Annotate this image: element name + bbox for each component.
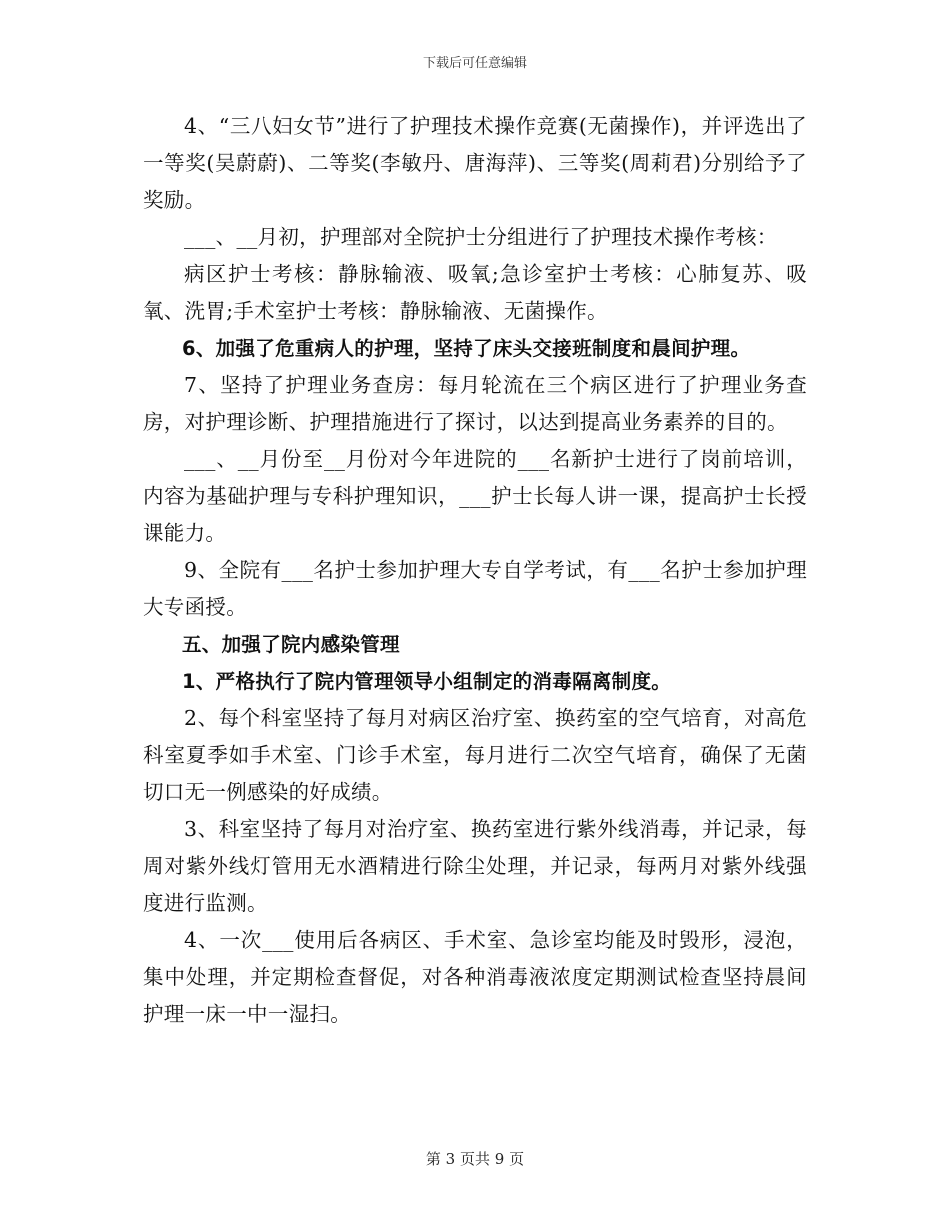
page-footer: 第 3 页共 9 页 <box>425 1150 525 1168</box>
paragraph-item-1-disinfection-policy: 1、严格执行了院内管理领导小组制定的消毒隔离制度。 <box>182 670 672 693</box>
section-heading-infection-control: 五、加强了院内感染管理 <box>182 633 400 656</box>
paragraph-item-7-ward-rounds: 7、坚持了护理业务查房：每月轮流在三个病区进行了护理业务查房，对护理诊断、护理措施进行了探讨，以达到提高业务素养的目的。 <box>143 373 807 434</box>
paragraph-skills-assessment: ___、__月初，护理部对全院护士分组进行了护理技术操作考核： <box>184 225 778 249</box>
paragraph-assessment-details: 病区护士考核：静脉输液、吸氧;急诊室护士考核：心肺复苏、吸氧、洗胃;手术室护士考核：静脉输液、无菌操作。 <box>143 262 807 323</box>
paragraph-item-6-critical-care: 6、加强了危重病人的护理，坚持了床头交接班制度和晨间护理。 <box>182 337 751 360</box>
paragraph-item-4-womens-day-contest: 4、“三八妇女节”进行了护理技术操作竞赛(无菌操作)，并评选出了一等奖(吴蔚蔚)、二等奖(李敏丹、唐海萍)、三等奖(周莉君)分别给予了奖励。 <box>143 114 807 212</box>
paragraph-new-nurse-training: ___、__月份至__月份对今年进院的___名新护士进行了岗前培训，内容为基础护理与专科护理知识，___护士长每人讲一课，提高护士长授课能力。 <box>143 447 807 545</box>
document-body <box>143 108 807 1033</box>
paragraph-item-3-uv-disinfection: 3、科室坚持了每月对治疗室、换药室进行紫外线消毒，并记录，每周对紫外线灯管用无水酒精进行除尘处理，并记录，每两月对紫外线强度进行监测。 <box>143 817 807 915</box>
paragraph-item-4-disposables: 4、一次___使用后各病区、手术室、急诊室均能及时毁形，浸泡，集中处理，并定期检查督促，对各种消毒液浓度定期测试检查坚持晨间护理一床一中一湿扫。 <box>143 928 807 1026</box>
page-header: 下载后可任意编辑 <box>422 56 527 71</box>
paragraph-item-9-self-study-exam: 9、全院有___名护士参加护理大专自学考试，有___名护士参加护理大专函授。 <box>143 558 807 619</box>
paragraph-item-2-air-culture: 2、每个科室坚持了每月对病区治疗室、换药室的空气培育，对高危科室夏季如手术室、门诊手术室，每月进行二次空气培育，确保了无菌切口无一例感染的好成绩。 <box>143 706 807 804</box>
